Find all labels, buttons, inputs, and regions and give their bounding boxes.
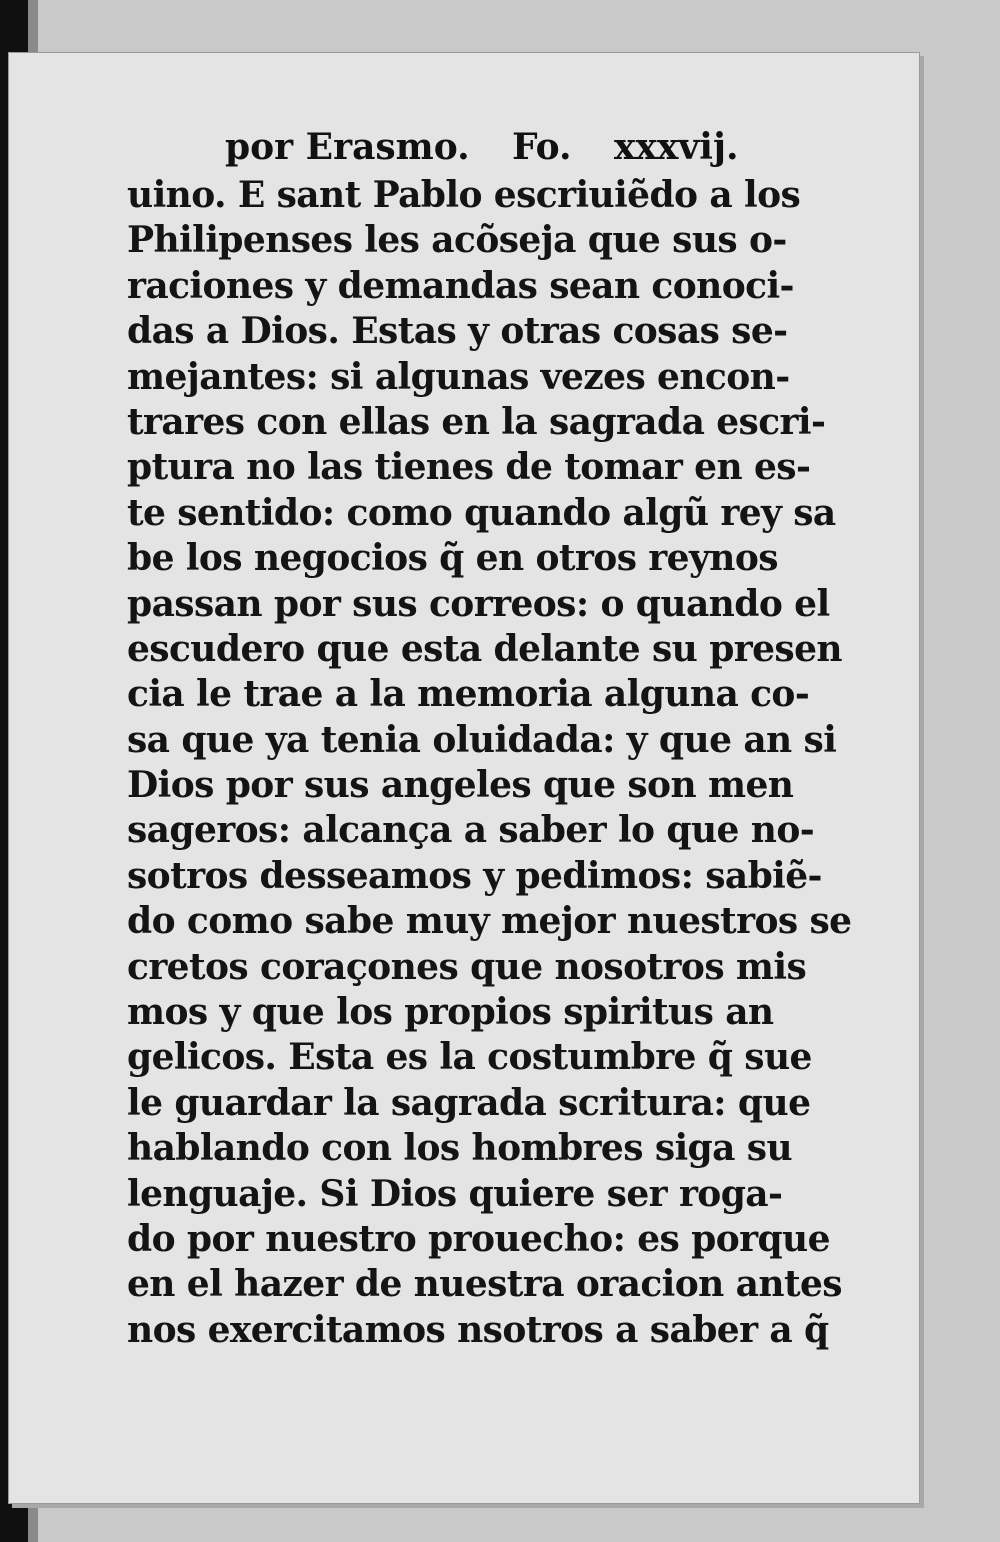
text-line: das a Dios. Estas y otras cosas se- [127, 310, 788, 353]
text-line: hablando con los hombres siga su [127, 1127, 793, 1170]
text-line: do por nuestro prouecho: es porque [127, 1217, 830, 1260]
text-line: do como sabe muy mejor nuestros se [127, 900, 852, 943]
text-line: en el hazer de nuestra oracion antes [127, 1263, 842, 1306]
folio-label: Fo. [512, 126, 572, 168]
text-line: nos exercitamos nsotros a saber a q̃ [127, 1308, 829, 1351]
text-line: be los negocios q̃ en otros reynos [127, 537, 778, 580]
text-line: Philipenses les acõseja que sus o- [127, 219, 787, 262]
text-line: sotros desseamos y pedimos: sabiẽ- [127, 854, 822, 897]
text-line: escudero que esta delante su presen [127, 627, 842, 670]
text-line: sa que ya tenia oluidada: y que an si [127, 718, 837, 761]
text-line: ptura no las tienes de tomar en es- [127, 446, 811, 489]
text-line: cia le trae a la memoria alguna co- [127, 673, 810, 716]
text-line: lenguaje. Si Dios quiere ser roga- [127, 1172, 783, 1215]
book-page [8, 52, 920, 1504]
text-line: uino. E sant Pablo escriuiẽdo a los [127, 174, 801, 216]
folio-number: xxxvij. [614, 126, 739, 168]
text-line: mejantes: si algunas vezes encon- [127, 355, 790, 398]
text-line: cretos coraçones que nosotros mis [127, 945, 807, 988]
text-line: mos y que los propios spiritus an [127, 991, 774, 1034]
text-line: gelicos. Esta es la costumbre q̃ sue [127, 1036, 812, 1079]
text-line: le guardar la sagrada scritura: que [127, 1081, 811, 1124]
running-head [127, 121, 787, 173]
text-line: te sentido: como quando algũ rey sa [127, 491, 836, 534]
text-line: sageros: alcança a saber lo que no- [127, 809, 815, 852]
text-line: passan por sus correos: o quando el [127, 582, 830, 625]
running-head-title: por Erasmo. [225, 126, 470, 168]
text-line: trares con ellas en la sagrada escri- [127, 400, 826, 443]
text-line: raciones y demandas sean conoci- [127, 264, 794, 307]
text-block [127, 121, 852, 1353]
text-line: Dios por sus angeles que son men [127, 764, 794, 807]
